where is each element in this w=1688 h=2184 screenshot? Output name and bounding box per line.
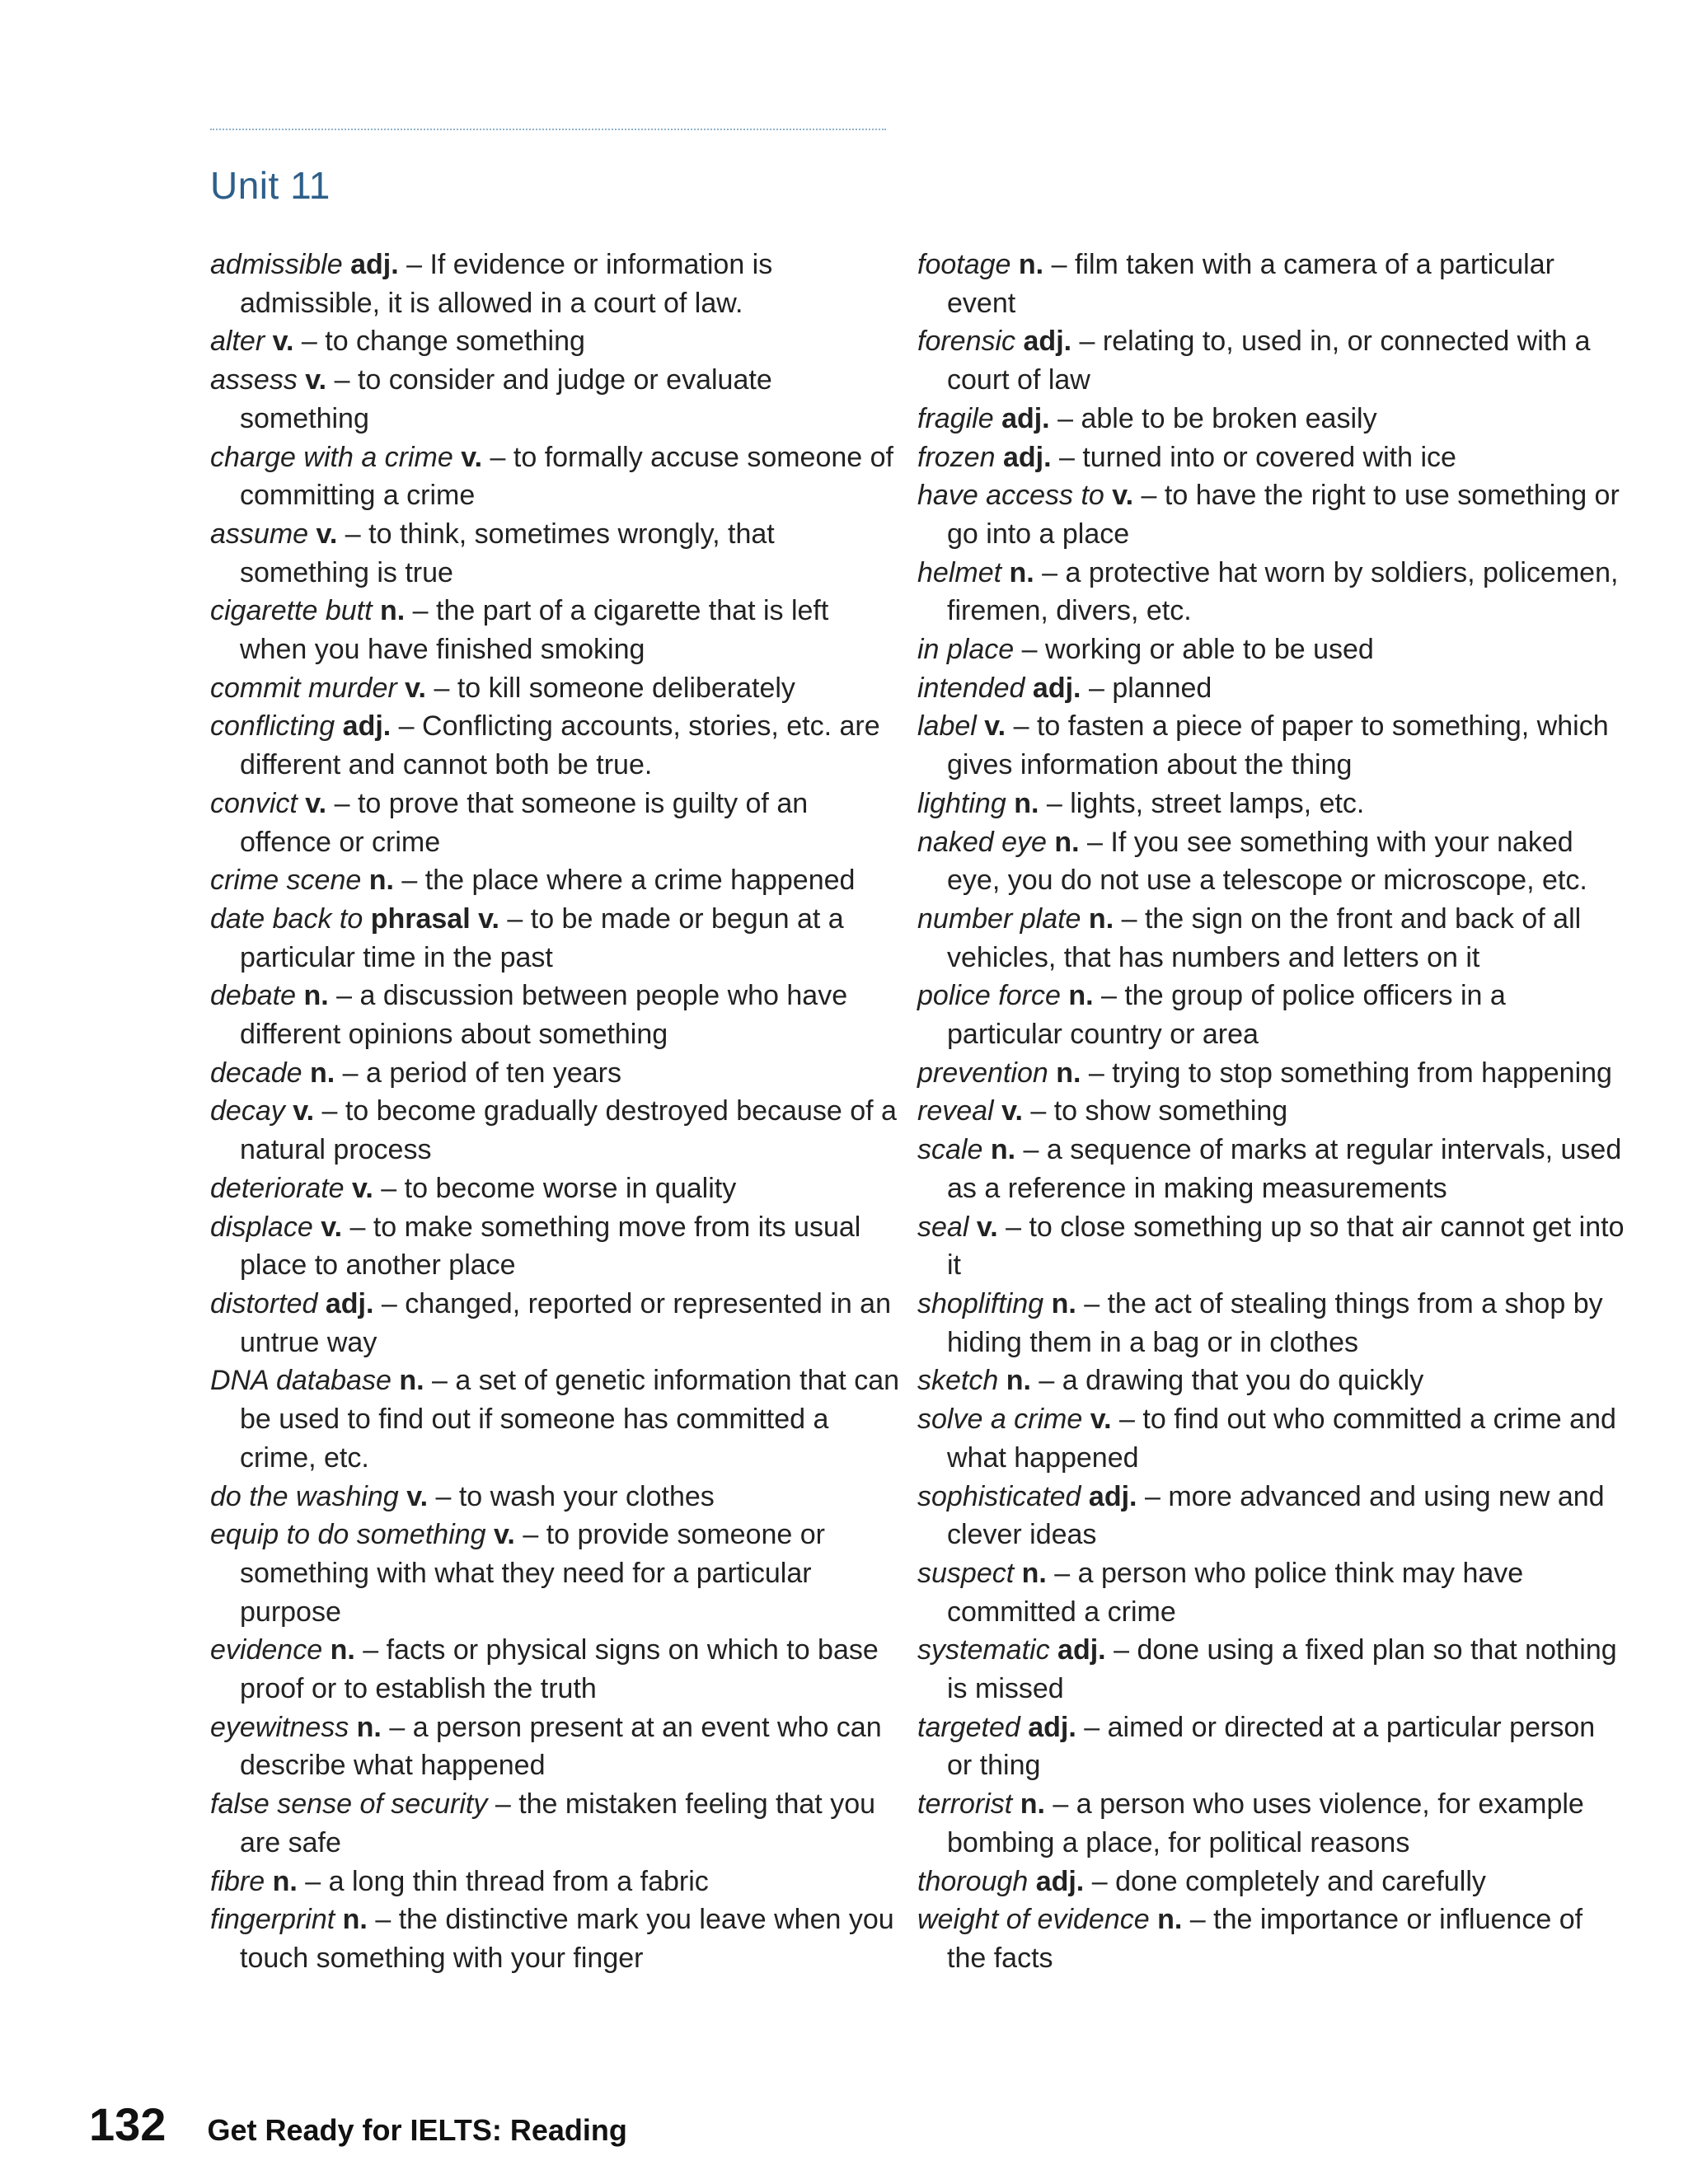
entry-part-of-speech: v.	[406, 1480, 429, 1512]
entry-term: scale	[917, 1134, 983, 1166]
entry-term: date back to	[210, 902, 363, 935]
glossary-entry: commit murder v. – to kill someone deliberately	[210, 672, 795, 704]
entry-part-of-speech: adj.	[1032, 672, 1081, 704]
entry-definition: to wash your clothes	[458, 1480, 715, 1512]
entry-part-of-speech: adj.	[1057, 1634, 1106, 1666]
entry-term: label	[917, 710, 977, 743]
entry-part-of-speech: n.	[1009, 556, 1034, 588]
entry-part-of-speech: n.	[330, 1634, 355, 1666]
glossary-entry: fingerprint n. – the distinctive mark you leave when you touch something with your finger	[210, 1904, 894, 1974]
entry-part-of-speech: v.	[461, 441, 483, 473]
entry-part-of-speech: n.	[1068, 980, 1094, 1012]
entry-term: have access to	[917, 480, 1104, 512]
glossary-entry: police force n. – the group of police officers in a particular country or area	[917, 980, 1506, 1051]
entry-term: false sense of security	[210, 1788, 488, 1821]
entry-part-of-speech: adj.	[1023, 326, 1072, 358]
entry-definition: trying to stop something from happening	[1112, 1057, 1612, 1089]
entry-definition: to prove that someone is guilty of an offence or crime	[240, 787, 809, 858]
entry-part-of-speech: n.	[1054, 826, 1080, 858]
glossary-entry: fragile adj. – able to be broken easily	[917, 402, 1377, 434]
glossary-entry: convict v. – to prove that someone is guilty of an offence or crime	[210, 787, 809, 858]
entry-part-of-speech: v.	[272, 326, 294, 358]
entry-definition: a long thin thread from a fabric	[328, 1865, 709, 1897]
glossary-entry: forensic adj. – relating to, used in, or connected with a court of law	[917, 326, 1591, 396]
entry-definition: the sign on the front and back of all vehicles, that has numbers and letters on it	[947, 902, 1582, 973]
entry-part-of-speech: v.	[305, 364, 327, 396]
entry-definition: a person who uses violence, for example bombing a place, for political reasons	[947, 1788, 1584, 1858]
entry-term: forensic	[917, 326, 1016, 358]
entry-term: shoplifting	[917, 1287, 1044, 1319]
glossary-entry: decade n. – a period of ten years	[210, 1057, 621, 1089]
entry-part-of-speech: adj.	[1035, 1865, 1085, 1897]
entry-term: decade	[210, 1057, 302, 1089]
entry-part-of-speech: adj.	[350, 249, 399, 280]
entry-part-of-speech: n.	[1006, 1365, 1031, 1397]
entry-term: police force	[917, 980, 1061, 1012]
glossary-entry: sketch n. – a drawing that you do quickly	[917, 1365, 1424, 1397]
entry-definition: to become gradually destroyed because of a natural process	[240, 1095, 897, 1166]
entry-part-of-speech: n.	[303, 980, 329, 1012]
entry-definition: done using a fixed plan so that nothing is missed	[947, 1634, 1617, 1705]
entry-definition: the act of stealing things from a shop by hiding them in a bag or in clothes	[947, 1287, 1603, 1358]
entry-part-of-speech: v.	[1001, 1095, 1023, 1127]
entry-term: thorough	[917, 1865, 1029, 1897]
entry-definition: to kill someone deliberately	[457, 672, 795, 704]
entry-definition: lights, street lamps, etc.	[1070, 787, 1365, 819]
entry-term: helmet	[917, 556, 1002, 588]
entry-term: eyewitness	[210, 1711, 349, 1743]
entry-part-of-speech: v.	[321, 1211, 343, 1243]
entry-part-of-speech: adj.	[1001, 402, 1050, 434]
glossary-entry: thorough adj. – done completely and carefully	[917, 1865, 1486, 1897]
entry-term: terrorist	[917, 1788, 1013, 1821]
entry-term: suspect	[917, 1557, 1015, 1589]
glossary-entry: scale n. – a sequence of marks at regular intervals, used as a reference in making measurements	[917, 1134, 1622, 1204]
entry-definition: to consider and judge or evaluate something	[240, 364, 772, 434]
entry-term: admissible	[210, 249, 343, 280]
glossary-entry: decay v. – to become gradually destroyed because of a natural process	[210, 1095, 897, 1166]
entry-part-of-speech: phrasal v.	[370, 902, 499, 935]
entry-part-of-speech: v.	[494, 1519, 515, 1551]
entry-part-of-speech: n.	[310, 1057, 335, 1089]
entry-term: intended	[917, 672, 1025, 704]
entry-definition: aimed or directed at a particular person or thing	[947, 1711, 1596, 1782]
entry-term: deteriorate	[210, 1172, 345, 1204]
entry-definition: to think, sometimes wrongly, that something is true	[240, 518, 775, 588]
entry-part-of-speech: adj.	[342, 710, 392, 743]
entry-definition: to provide someone or something with what they need for a particular purpose	[240, 1519, 825, 1628]
glossary-entry: frozen adj. – turned into or covered with ice	[917, 441, 1456, 473]
entry-definition: facts or physical signs on which to base proof or to establish the truth	[240, 1634, 879, 1705]
entry-part-of-speech: n.	[1020, 1788, 1045, 1821]
glossary-entry: crime scene n. – the place where a crime happened	[210, 865, 856, 897]
glossary-entry: assume v. – to think, sometimes wrongly, that something is true	[210, 518, 775, 588]
glossary-entry: weight of evidence n. – the importance or influence of the facts	[917, 1904, 1583, 1974]
glossary-entry: have access to v. – to have the right to use something or go into a place	[917, 480, 1620, 550]
entry-part-of-speech: n.	[1157, 1904, 1183, 1936]
glossary-entry: DNA database n. – a set of genetic information that can be used to find out if someone has committed a crime, etc.	[210, 1365, 900, 1474]
entry-term: decay	[210, 1095, 285, 1127]
glossary-entry: equip to do something v. – to provide someone or something with what they need for a particular purpose	[210, 1519, 825, 1628]
entry-definition: the part of a cigarette that is left when you have finished smoking	[240, 595, 829, 666]
glossary-entry: number plate n. – the sign on the front and back of all vehicles, that has numbers and letters on it	[917, 902, 1582, 973]
entry-term: fibre	[210, 1865, 265, 1897]
entry-term: crime scene	[210, 865, 362, 897]
entry-term: weight of evidence	[917, 1904, 1150, 1936]
glossary-entry: displace v. – to make something move from its usual place to another place	[210, 1211, 861, 1282]
entry-definition: done completely and carefully	[1115, 1865, 1486, 1897]
glossary-entry: shoplifting n. – the act of stealing things from a shop by hiding them in a bag or in clothes	[917, 1287, 1603, 1358]
entry-part-of-speech: adj.	[1002, 441, 1052, 473]
entry-term: footage	[917, 249, 1011, 280]
entry-definition: the distinctive mark you leave when you touch something with your finger	[240, 1904, 894, 1974]
entry-part-of-speech: n.	[1021, 1557, 1047, 1589]
entry-definition: the group of police officers in a particular country or area	[947, 980, 1506, 1051]
entry-part-of-speech: n.	[1056, 1057, 1081, 1089]
glossary-entry: intended adj. – planned	[917, 672, 1212, 704]
entry-definition: relating to, used in, or connected with a court of law	[947, 326, 1591, 396]
entry-definition: the place where a crime happened	[424, 865, 856, 897]
entry-term: sketch	[917, 1365, 999, 1397]
entry-part-of-speech: v.	[316, 518, 338, 550]
glossary-left-column	[210, 246, 903, 1978]
entry-term: evidence	[210, 1634, 323, 1666]
entry-definition: to become worse in quality	[404, 1172, 737, 1204]
entry-definition: a discussion between people who have different opinions about something	[240, 980, 848, 1051]
entry-term: frozen	[917, 441, 996, 473]
entry-definition: to close something up so that air cannot get into it	[947, 1211, 1625, 1282]
entry-part-of-speech: v.	[1112, 480, 1134, 512]
entry-part-of-speech: n.	[1051, 1287, 1076, 1319]
entry-term: lighting	[917, 787, 1006, 819]
entry-definition: to make something move from its usual place to another place	[240, 1211, 861, 1282]
entry-definition: planned	[1112, 672, 1212, 704]
book-title: Get Ready for IELTS: Reading	[207, 2113, 627, 2147]
glossary-entry: systematic adj. – done using a fixed plan so that nothing is missed	[917, 1634, 1617, 1705]
entry-definition: If evidence or information is admissible, it is allowed in a court of law.	[240, 249, 773, 319]
entry-definition: film taken with a camera of a particular event	[947, 249, 1554, 319]
entry-part-of-speech: adj.	[1028, 1711, 1076, 1743]
entry-term: cigarette butt	[210, 595, 373, 627]
entry-part-of-speech: n.	[342, 1904, 368, 1936]
entry-definition: a sequence of marks at regular intervals, used as a reference in making measurements	[947, 1134, 1622, 1204]
glossary-entry: solve a crime v. – to find out who committed a crime and what happened	[917, 1404, 1616, 1474]
glossary-entry: eyewitness n. – a person present at an event who can describe what happened	[210, 1711, 882, 1782]
entry-part-of-speech: n.	[368, 865, 394, 897]
header-rule	[210, 129, 886, 130]
entry-part-of-speech: n.	[356, 1711, 382, 1743]
glossary-entry: footage n. – film taken with a camera of a particular event	[917, 249, 1554, 319]
entry-term: systematic	[917, 1634, 1050, 1666]
glossary-entry: terrorist n. – a person who uses violence, for example bombing a place, for political reasons	[917, 1788, 1584, 1858]
entry-term: naked eye	[917, 826, 1047, 858]
glossary-entry: conflicting adj. – Conflicting accounts, stories, etc. are different and cannot both be true.	[210, 710, 880, 781]
entry-part-of-speech: v.	[1090, 1404, 1112, 1436]
entry-definition: to show something	[1053, 1095, 1288, 1127]
entry-term: charge with a crime	[210, 441, 453, 473]
entry-term: distorted	[210, 1287, 318, 1319]
entry-term: seal	[917, 1211, 969, 1243]
entry-definition: a period of ten years	[366, 1057, 621, 1089]
entry-term: targeted	[917, 1711, 1020, 1743]
entry-term: conflicting	[210, 710, 335, 743]
glossary-entry: prevention n. – trying to stop something from happening	[917, 1057, 1612, 1089]
glossary-entry: alter v. – to change something	[210, 326, 585, 358]
entry-definition: the mistaken feeling that you are safe	[240, 1788, 876, 1858]
glossary-entry: suspect n. – a person who police think may have committed a crime	[917, 1557, 1524, 1628]
entry-part-of-speech: v.	[405, 672, 426, 704]
entry-definition: to have the right to use something or go into a place	[947, 480, 1620, 550]
page-number: 132	[89, 2098, 166, 2150]
glossary-entry: in place – working or able to be used	[917, 634, 1374, 666]
glossary-entry: reveal v. – to show something	[917, 1095, 1288, 1127]
glossary-entry: admissible adj. – If evidence or information is admissible, it is allowed in a court of law.	[210, 249, 773, 319]
glossary-entry: targeted adj. – aimed or directed at a particular person or thing	[917, 1711, 1596, 1782]
entry-definition: a person present at an event who can describe what happened	[240, 1711, 882, 1782]
glossary-entry: fibre n. – a long thin thread from a fabric	[210, 1865, 709, 1897]
entry-definition: a drawing that you do quickly	[1062, 1365, 1424, 1397]
entry-definition: more advanced and using new and clever ideas	[947, 1480, 1605, 1551]
entry-part-of-speech: v.	[352, 1172, 373, 1204]
entry-term: assume	[210, 518, 309, 550]
entry-definition: to be made or begun at a particular time in the past	[240, 902, 844, 973]
unit-title: Unit 11	[210, 164, 331, 207]
entry-part-of-speech: v.	[984, 710, 1006, 743]
entry-term: equip to do something	[210, 1519, 486, 1551]
entry-term: number plate	[917, 902, 1081, 935]
entry-definition: to change something	[325, 326, 585, 358]
glossary-entry: naked eye n. – If you see something with your naked eye, you do not use a telescope or microscope, etc.	[917, 826, 1587, 897]
entry-term: in place	[917, 634, 1015, 666]
entry-definition: a person who police think may have committed a crime	[947, 1557, 1524, 1628]
entry-part-of-speech: n.	[380, 595, 406, 627]
entry-term: solve a crime	[917, 1404, 1083, 1436]
entry-definition: to fasten a piece of paper to something, which gives information about the thing	[947, 710, 1609, 781]
entry-part-of-speech: v.	[305, 787, 327, 819]
entry-term: assess	[210, 364, 298, 396]
entry-part-of-speech: adj.	[1088, 1480, 1137, 1512]
entry-definition: a protective hat worn by soldiers, policemen, firemen, divers, etc.	[947, 556, 1619, 627]
entry-definition: the importance or influence of the facts	[947, 1904, 1583, 1974]
entry-definition: to formally accuse someone of committing a crime	[240, 441, 893, 512]
entry-term: commit murder	[210, 672, 397, 704]
glossary-entry: charge with a crime v. – to formally accuse someone of committing a crime	[210, 441, 893, 512]
entry-part-of-speech: v.	[976, 1211, 998, 1243]
entry-part-of-speech: n.	[1014, 787, 1039, 819]
entry-term: sophisticated	[917, 1480, 1081, 1512]
entry-definition: working or able to be used	[1045, 634, 1374, 666]
entry-term: debate	[210, 980, 296, 1012]
entry-definition: If you see something with your naked eye, you do not use a telescope or microscope, etc.	[947, 826, 1587, 897]
entry-definition: to find out who committed a crime and what happened	[947, 1404, 1616, 1474]
entry-part-of-speech: adj.	[325, 1287, 374, 1319]
glossary-entry: sophisticated adj. – more advanced and using new and clever ideas	[917, 1480, 1605, 1551]
entry-term: reveal	[917, 1095, 994, 1127]
entry-part-of-speech: n.	[1088, 902, 1114, 935]
glossary-entry: lighting n. – lights, street lamps, etc.	[917, 787, 1365, 819]
entry-definition: able to be broken easily	[1081, 402, 1377, 434]
glossary-entry: date back to phrasal v. – to be made or begun at a particular time in the past	[210, 902, 844, 973]
glossary-entry: label v. – to fasten a piece of paper to something, which gives information about the thing	[917, 710, 1609, 781]
glossary-entry: seal v. – to close something up so that air cannot get into it	[917, 1211, 1625, 1282]
entry-part-of-speech: n.	[272, 1865, 298, 1897]
entry-definition: a set of genetic information that can be used to find out if someone has committed a crime, etc.	[240, 1365, 900, 1474]
entry-part-of-speech: n.	[990, 1134, 1016, 1166]
entry-part-of-speech: v.	[293, 1095, 315, 1127]
entry-definition: turned into or covered with ice	[1082, 441, 1456, 473]
entry-part-of-speech: n.	[399, 1365, 424, 1397]
page-footer	[89, 2097, 627, 2151]
entry-term: prevention	[917, 1057, 1048, 1089]
glossary-entry: distorted adj. – changed, reported or represented in an untrue way	[210, 1287, 891, 1358]
entry-definition: changed, reported or represented in an untrue way	[240, 1287, 891, 1358]
entry-term: alter	[210, 326, 265, 358]
entry-term: do the washing	[210, 1480, 399, 1512]
glossary-entry: cigarette butt n. – the part of a cigarette that is left when you have finished smoking	[210, 595, 829, 666]
entry-term: displace	[210, 1211, 313, 1243]
glossary-entry: evidence n. – facts or physical signs on which to base proof or to establish the truth	[210, 1634, 879, 1705]
entry-term: fingerprint	[210, 1904, 335, 1936]
glossary-right-column	[917, 246, 1626, 1978]
glossary-entry: helmet n. – a protective hat worn by soldiers, policemen, firemen, divers, etc.	[917, 556, 1619, 627]
entry-term: DNA database	[210, 1365, 392, 1397]
glossary-entry: deteriorate v. – to become worse in quality	[210, 1172, 737, 1204]
entry-part-of-speech: n.	[1018, 249, 1044, 280]
glossary-entry: assess v. – to consider and judge or evaluate something	[210, 364, 772, 434]
entry-term: convict	[210, 787, 298, 819]
entry-term: fragile	[917, 402, 994, 434]
glossary-entry: debate n. – a discussion between people who have different opinions about something	[210, 980, 848, 1051]
entry-definition: Conflicting accounts, stories, etc. are different and cannot both be true.	[240, 710, 880, 781]
glossary-entry: do the washing v. – to wash your clothes	[210, 1480, 715, 1512]
glossary-entry: false sense of security – the mistaken feeling that you are safe	[210, 1788, 876, 1858]
